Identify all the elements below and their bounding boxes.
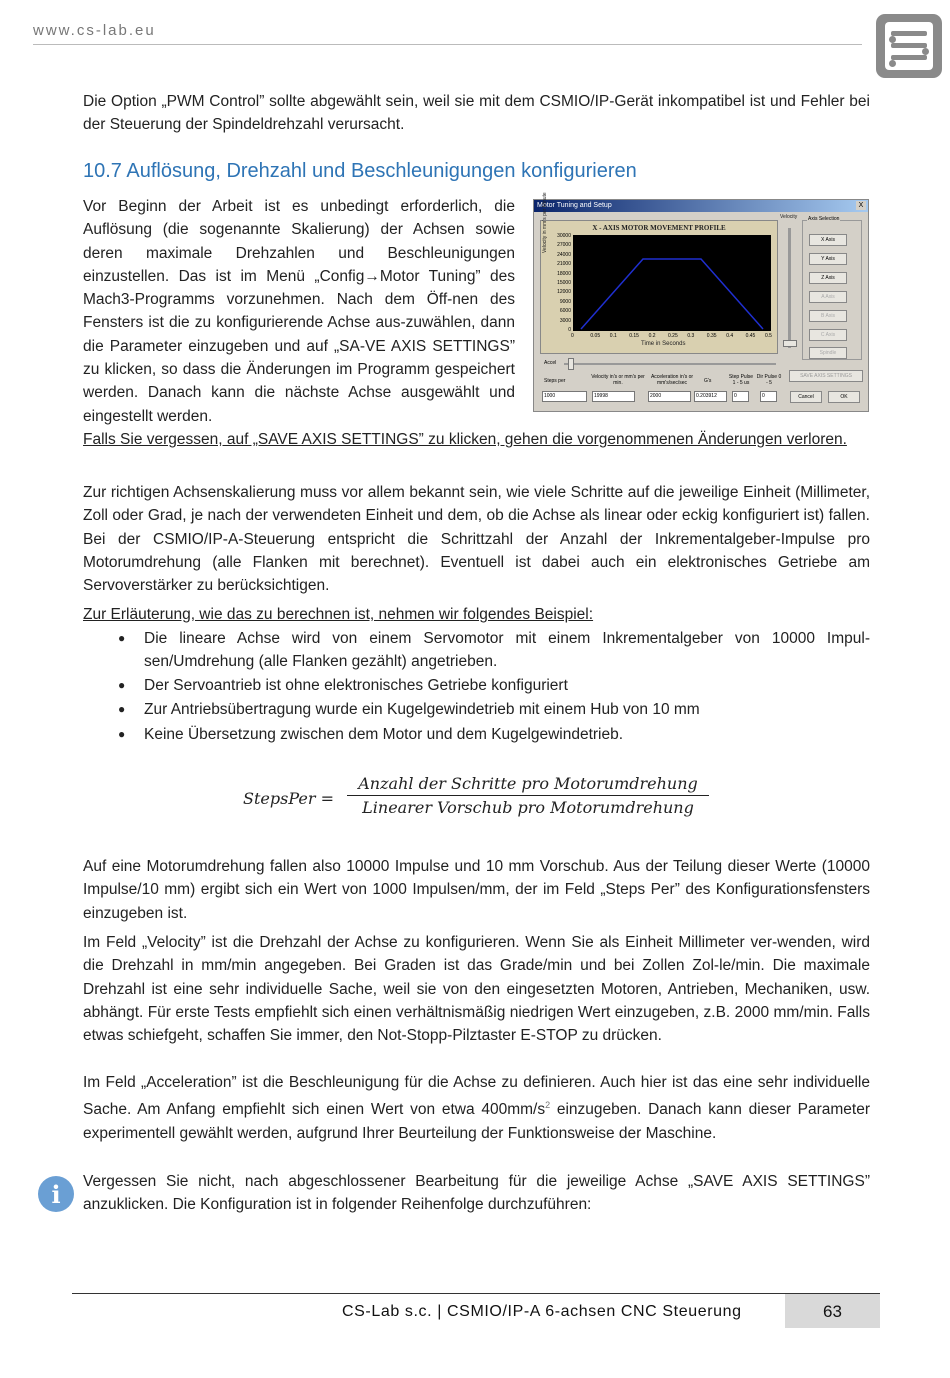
plot-y-tick: 9000 — [559, 298, 571, 305]
footer-divider — [72, 1293, 880, 1294]
velocity-slider-track[interactable] — [788, 228, 791, 348]
acceleration-label: Acceleration in's or mm's/sec/sec — [650, 374, 694, 386]
velocity-profile-curve — [573, 235, 771, 331]
formula-denominator: Linearer Vorschub pro Motorumdrehung — [362, 798, 694, 817]
plot-x-tick: 0.45 — [745, 333, 756, 339]
plot-y-tick: 15000 — [557, 280, 571, 286]
gs-field[interactable]: 0.203912 — [694, 391, 727, 402]
dir-pulse-field[interactable]: 0 — [760, 391, 777, 402]
cs-lab-logo — [876, 14, 942, 78]
steps-per-label: Steps per — [544, 378, 566, 384]
step-pulse-label: Step Pulse 1 - 5 us — [728, 374, 754, 386]
cancel-button[interactable]: Cancel — [790, 391, 822, 403]
formula-numerator: Anzahl der Schritte pro Motorumdrehung — [347, 774, 709, 796]
formula-fraction — [347, 774, 709, 817]
plot-x-tick: 0.2 — [648, 333, 656, 339]
axis-selection-label: Axis Selection — [808, 216, 840, 222]
plot-x-label: Time in Seconds — [641, 341, 686, 347]
bullet-item: ● Zur Antriebsübertragung wurde ein Kugelgewindetrieb mit einem Hub von 10 mm — [83, 698, 870, 721]
velocity-paragraph: Im Feld „Velocity” ist die Drehzahl der Achse zu konfigurieren. Wenn Sie als Einheit Millimeter ver-wenden, wird die Drehzahl in mm/min angegeben. Bei Graden ist das Grade/min und bei Zollen Zol-le/min. Die maximale Drehzahl ist eine sehr individuelle Sache, weil sie von den eingesetzten Motoren, Antrieben, Mechaniken, usw. abhängt. Für erste Tests empfiehlt sich einen verhältnismäßig niedrigen Wert einzugeben, z.B. 2000 mm/min. Falls etwas schiefgeht, schaffen Sie immer, den Not-Stopp-Pilztaster E-STOP zu drücken. — [83, 934, 870, 1045]
example-bullet-list — [83, 627, 870, 746]
steps-per-field[interactable]: 1000 — [542, 391, 587, 402]
plot-y-tick: 27000 — [557, 242, 571, 249]
result-paragraph: Auf eine Motorumdrehung fallen also 10000 Impulse und 10 mm Vorschub. Aus der Teilung dieser Werte (10000 Impulse/10 mm) ergibt sich ein Wert von 1000 Impulsen/mm, der im Feld „Steps Per” des Konfigurationsfensters einzugeben ist. — [83, 858, 870, 922]
note-paragraph: Vergessen Sie nicht, nach abgeschlossener Bearbeitung für die jeweilige Achse „SAVE AXIS SETTINGS” anzuklicken. Die Konfiguration ist in folgender Reihenfolge durchzuführen: — [83, 1173, 870, 1214]
plot-y-tick: 6000 — [559, 308, 571, 315]
scaling-paragraph: Zur richtigen Achsenskalierung muss vor allem bekannt sein, wie viele Schritte auf die jeweilige Einheit (Millimeter, Zoll oder Grad, je nach der verwendeten Einheit und dem, ob die Achse als linear oder eckig konfiguriert ist) fallen. Bei der CSMIO/IP-A-Steuerung entspricht die Schrittzahl der Anzahl der Inkrementalgeber-Impulse pro Motorumdrehung (alle Flanken mit berechnet). Eventuell ist dabei auch ein elektronisches Getriebe am Servoverstärker zu berücksichtigen. — [83, 484, 870, 595]
accel-slider-thumb[interactable] — [568, 358, 574, 370]
y-axis-button[interactable]: Y Axis — [809, 253, 847, 265]
plot-y-tick: 30000 — [557, 233, 571, 239]
velocity-label: Velocity in's or mm's per min. — [591, 374, 645, 386]
dialog-title: Motor Tuning and Setup — [534, 200, 868, 212]
plot-x-tick: 0.15 — [629, 333, 639, 339]
plot-x-tick: 0.5 — [765, 333, 772, 339]
plot-x-tick: 0.4 — [726, 333, 734, 339]
velocity-slider-thumb[interactable] — [783, 340, 797, 347]
example-intro: Zur Erläuterung, wie das zu berechnen ist, nehmen wir folgendes Beispiel: — [83, 606, 594, 623]
gs-label: G's — [704, 378, 712, 384]
b-axis-button[interactable]: B Axis — [809, 310, 847, 322]
plot-y-tick: 21000 — [557, 261, 571, 268]
a-axis-button[interactable]: A Axis — [809, 291, 847, 303]
plot-y-tick: 24000 — [557, 251, 571, 258]
plot-x-tick: 0.3 — [687, 333, 695, 339]
header-divider — [33, 44, 862, 45]
c-axis-button[interactable]: C Axis — [809, 329, 847, 341]
formula-lhs: StepsPer = — [243, 789, 334, 808]
save-warning-paragraph: Falls Sie vergessen, auf „SAVE AXIS SETTINGS” zu klicken, gehen die vorgenommenen Änderungen verloren. — [83, 431, 847, 448]
page-number: 63 — [785, 1294, 880, 1328]
plot-x-tick: 0.35 — [706, 333, 717, 339]
velocity-field[interactable]: 19998 — [592, 391, 635, 402]
plot-y-tick: 3000 — [559, 317, 571, 324]
footer-text: CS-Lab s.c. | CSMIO/IP-A 6-achsen CNC Steuerung — [342, 1303, 742, 1320]
info-icon: i — [38, 1176, 74, 1212]
close-icon: X — [856, 201, 866, 210]
bullet-item: ● Die lineare Achse wird von einem Servomotor mit einem Inkrementalgeber von 10000 Impul-sen/Umdrehung (alle Flanken gezählt) angetrieben. — [83, 627, 870, 674]
plot-y-tick: 0 — [568, 327, 571, 333]
bullet-item: ● Der Servoantrieb ist ohne elektronisches Getriebe konfiguriert — [83, 674, 870, 697]
intro-paragraph: Die Option „PWM Control” sollte abgewählt sein, weil sie mit dem CSMIO/IP-Gerät inkompatibel ist und Fehler bei der Steuerung der Spindeldrehzahl verursacht. — [83, 93, 870, 134]
acceleration-text-2: einzugeben. Danach kann dieser Parameter experimentell gewählt werden, aufgrund Ihrer Beurteilung der Funktionsweise der Maschine. — [83, 1101, 871, 1142]
ok-button[interactable]: OK — [828, 391, 860, 403]
plot-x-tick: 0.05 — [590, 333, 601, 339]
plot-y-label: Velocity in mm's per Minute — [542, 192, 548, 253]
dir-pulse-label: Dir Pulse 0 - 5 — [756, 374, 782, 386]
section-title: 10.7 Auflösung, Drehzahl und Beschleunigungen konfigurieren — [83, 160, 637, 182]
spindle-button[interactable]: Spindle — [809, 347, 847, 359]
motor-tuning-paragraph: Vor Beginn der Arbeit ist es unbedingt erforderlich, die Auflösung (die sogenannte Skalierung) der Achsen sowie deren maximale Drehzahlen und Beschleunigungen einzustellen. Das ist im Menü „Config→Motor Tuning” des Mach3-Programms vorzunehmen. Nach dem Öff-nen des Fensters ist die zu konfigurierende Achse aus-zuwählen, dann die Parameter einzugeben und auf „SA-VE AXIS SETTINGS” zu klicken, so dass die Änderungen im Programm gespeichert werden. Danach kann die nächste Achse ausgewählt und eingestellt werden. — [83, 198, 515, 425]
header-url: www.cs-lab.eu — [33, 22, 156, 39]
acceleration-paragraph — [83, 1071, 870, 1145]
plot-x-tick: 0.1 — [609, 333, 617, 339]
accel-label: Accel — [544, 360, 557, 366]
plot-area — [573, 235, 771, 331]
plot-x-tick: 0 — [571, 333, 574, 339]
save-axis-settings-button[interactable]: SAVE AXIS SETTINGS — [789, 370, 863, 382]
accel-slider-track[interactable] — [564, 363, 776, 365]
axis-selection-group — [802, 216, 862, 360]
plot-title: X - AXIS MOTOR MOVEMENT PROFILE — [592, 224, 726, 232]
bullet-item: ● Keine Übersetzung zwischen dem Motor und dem Kugelgewindetrieb. — [83, 723, 870, 746]
plot-y-tick: 18000 — [557, 270, 571, 277]
plot-x-tick: 0.25 — [668, 333, 678, 339]
x-axis-button[interactable]: X Axis — [809, 234, 847, 246]
motor-tuning-screenshot — [533, 192, 869, 412]
acceleration-field[interactable]: 2000 — [648, 391, 691, 402]
velocity-slider-label: Velocity — [780, 214, 798, 220]
squared-superscript: 2 — [545, 1100, 551, 1111]
plot-y-tick: 12000 — [557, 289, 571, 296]
step-pulse-field[interactable]: 0 — [732, 391, 749, 402]
z-axis-button[interactable]: Z Axis — [809, 272, 847, 284]
acceleration-text-1: Im Feld „Acceleration” ist die Beschleunigung für die Achse zu definieren. Auch hier ist das eine sehr individuelle Sache. Am Anfang empfiehlt sich einen Wert von etwa 400mm/s — [83, 1074, 870, 1119]
